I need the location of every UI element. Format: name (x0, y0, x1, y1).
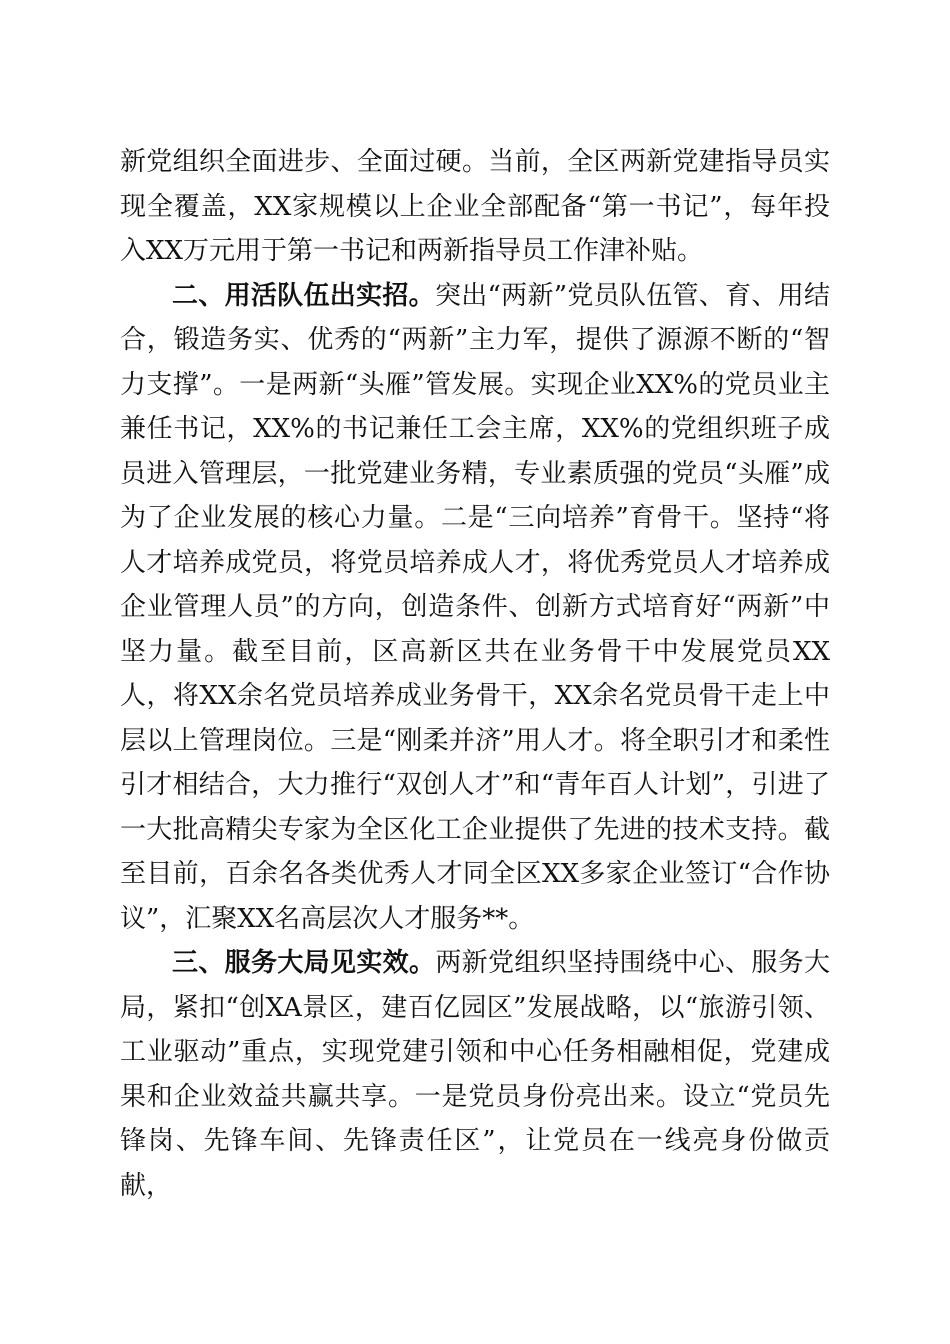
paragraph-continuation (120, 140, 830, 274)
paragraph-text: 新党组织全面进步、全面过硬。当前，全区两新党建指导员实现全覆盖，XX家规模以上企业全部配备“第一书记”，每年投入XX万元用于第一书记和两新指导员工作津补贴。 (120, 147, 830, 266)
paragraph-text: 两新党组织坚持围绕中心、服务大局，紧扣“创XA景区，建百亿园区”发展战略，以“旅游引领、工业驱动”重点，实现党建引领和中心任务相融相促，党建成果和企业效益共赢共享。一是党员身份亮出来。设立“党员先锋岗、先锋车间、先锋责任区”，让党员在一线亮身份做贡献， (120, 948, 830, 1201)
paragraph-text: 突出“两新”党员队伍管、育、用结合，锻造务实、优秀的“两新”主力军，提供了源源不断的“智力支撑”。一是两新“头雁”管发展。实现企业XX%的党员业主兼任书记，XX%的书记兼任工会主席，XX%的党组织班子成员进入管理层，一批党建业务精，专业素质强的党员“头雁”成为了企业发展的核心力量。二是“三向培养”育骨干。坚持“将人才培养成党员，将党员培养成人才，将优秀党员人才培养成企业管理人员”的方向，创造条件、创新方式培育好“两新”中坚力量。截至目前，区高新区共在业务骨干中发展党员XX人，将XX余名党员培养成业务骨干，XX余名党员骨干走上中层以上管理岗位。三是“刚柔并济”用人才。将全职引才和柔性引才相结合，大力推行“双创人才”和“青年百人计划”，引进了一大批高精尖专家为全区化工企业提供了先进的技术支持。截至目前，百余名各类优秀人才同全区XX多家企业签订“合作协议”，汇聚XX名高层次人才服务**。 (120, 280, 830, 934)
paragraph-section-3 (120, 941, 830, 1208)
section-heading: 三、服务大局见实效。 (172, 948, 436, 978)
section-heading: 二、用活队伍出实招。 (172, 280, 435, 311)
paragraph-section-2 (120, 274, 830, 942)
document-body (120, 140, 830, 1208)
